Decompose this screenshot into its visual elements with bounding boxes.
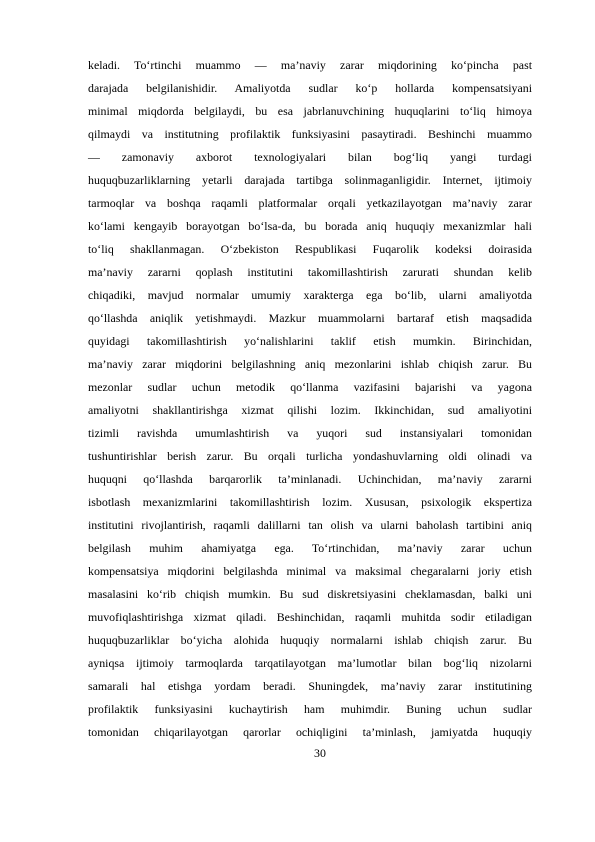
text-line: belgilash muhim ahamiyatga ega. To‘rtinchidan, ma’naviy zarar uchun [88, 541, 532, 555]
body-text [88, 54, 532, 744]
text-line: kompensatsiya miqdorini belgilashda minimal va maksimal chegaralarni joriy etish [88, 564, 532, 578]
text-line: tushuntirishlar berish zarur. Bu orqali turlicha yondashuvlarning oldi olinadi va [88, 449, 532, 463]
text-line: ayniqsa ijtimoiy tarmoqlarda tarqatilayotgan ma’lumotlar bilan bog‘liq nizolarni [88, 656, 532, 670]
text-line: mezonlar sudlar uchun metodik qo‘llanma vazifasini bajarishi va yagona [88, 380, 532, 394]
text-line: amaliyotni shakllantirishga xizmat qilishi lozim. Ikkinchidan, sud amaliyotini [88, 403, 532, 417]
text-line: qo‘llashda aniqlik yetishmaydi. Mazkur muammolarni bartaraf etish maqsadida [88, 311, 532, 325]
text-line: ma’naviy zararni qoplash institutini takomillashtirish zarurati shundan kelib [88, 265, 532, 279]
text-line: to‘liq shakllanmagan. O‘zbekiston Respublikasi Fuqarolik kodeksi doirasida [88, 242, 532, 256]
text-line: keladi. To‘rtinchi muammo — ma’naviy zarar miqdorining ko‘pincha past [88, 58, 532, 72]
text-line: ko‘lami kengayib borayotgan bo‘lsa-da, bu borada aniq huquqiy mexanizmlar hali [88, 219, 532, 233]
text-line: tizimli ravishda umumlashtirish va yuqori sud instansiyalari tomonidan [88, 426, 532, 440]
text-line: quyidagi takomillashtirish yo‘nalishlarini taklif etish mumkin. Birinchidan, [88, 334, 532, 348]
page-number: 30 [314, 746, 326, 760]
text-line: huquqbuzarliklar bo‘yicha alohida huquqiy normalarni ishlab chiqish zarur. Bu [88, 633, 532, 647]
text-line: qilmaydi va institutning profilaktik funksiyasini pasaytiradi. Beshinchi muammo [88, 127, 532, 141]
text-line: samarali hal etishga yordam beradi. Shuningdek, ma’naviy zarar institutining [88, 679, 532, 693]
text-line: huquqni qo‘llashda barqarorlik ta’minlanadi. Uchinchidan, ma’naviy zararni [88, 472, 532, 486]
text-line: ma’naviy zarar miqdorini belgilashning aniq mezonlarini ishlab chiqish zarur. Bu [88, 357, 532, 371]
text-line: isbotlash mexanizmlarini takomillashtirish lozim. Xususan, psixologik ekspertiza [88, 495, 532, 509]
text-line: chiqadiki, mavjud normalar umumiy xarakterga ega bo‘lib, ularni amaliyotda [88, 288, 532, 302]
text-line: darajada belgilanishidir. Amaliyotda sudlar ko‘p hollarda kompensatsiyani [88, 81, 532, 95]
text-line: masalasini ko‘rib chiqish mumkin. Bu sud diskretsiyasini cheklamasdan, balki uni [88, 587, 532, 601]
text-line: — zamonaviy axborot texnologiyalari bilan bog‘liq yangi turdagi [88, 150, 532, 164]
text-line: tomonidan chiqarilayotgan qarorlar ochiqligini ta’minlash, jamiyatda huquqiy [88, 725, 532, 739]
text-line: tarmoqlar va boshqa raqamli platformalar orqali yetkazilayotgan ma’naviy zarar [88, 196, 532, 210]
text-line: minimal miqdorda belgilaydi, bu esa jabrlanuvchining huquqlarini to‘liq himoya [88, 104, 532, 118]
text-line: huquqbuzarliklarning yetarli darajada tartibga solinmaganligidir. Internet, ijtimoiy [88, 173, 532, 187]
text-line: muvofiqlashtirishga xizmat qiladi. Beshinchidan, raqamli muhitda sodir etiladigan [88, 610, 532, 624]
text-line: institutini rivojlantirish, raqamli dalillarni tan olish va ularni baholash tartibini aniq [88, 518, 532, 532]
text-line: profilaktik funksiyasini kuchaytirish ham muhimdir. Buning uchun sudlar [88, 702, 532, 716]
